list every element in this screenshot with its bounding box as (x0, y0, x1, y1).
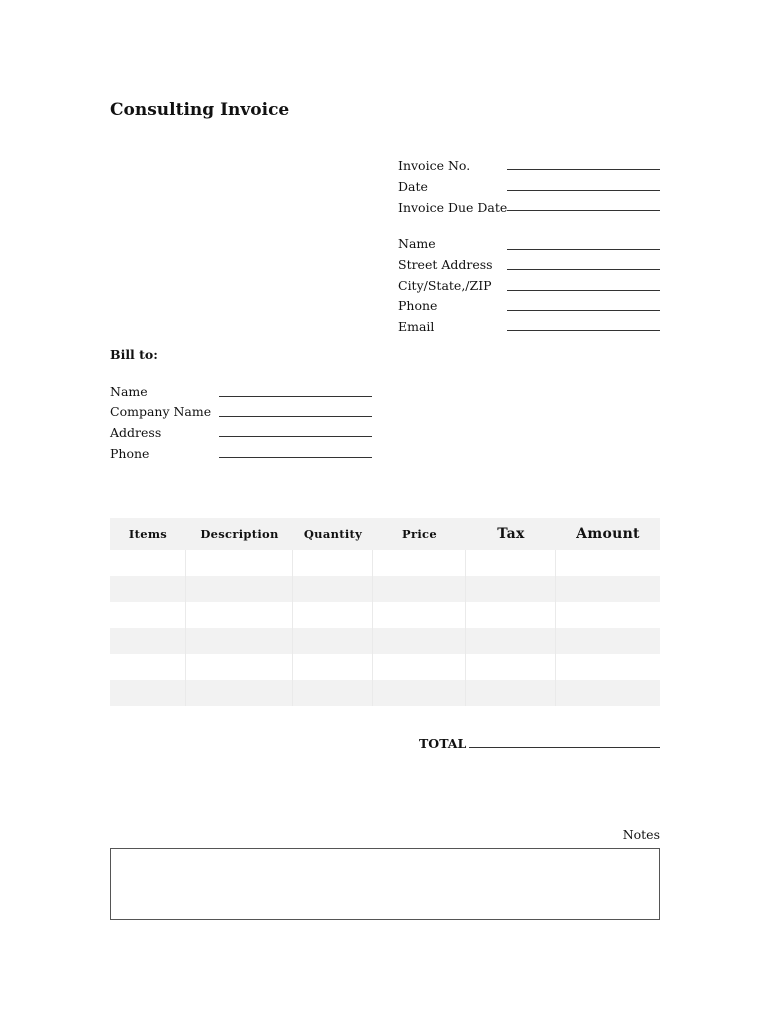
table-row (110, 550, 660, 576)
header-quantity: Quantity (303, 527, 363, 541)
bill-to-name-field[interactable] (219, 396, 372, 397)
bill-to-phone-label: Phone (110, 446, 150, 461)
cell-quantity[interactable] (293, 550, 373, 576)
invoice-due-date-field[interactable] (507, 210, 660, 211)
invoice-no-field[interactable] (507, 169, 660, 170)
email-field[interactable] (507, 330, 660, 331)
cell-amount[interactable] (556, 628, 660, 654)
cell-tax[interactable] (466, 602, 556, 628)
cell-price[interactable] (373, 602, 466, 628)
cell-items[interactable] (110, 576, 186, 602)
bill-to-heading: Bill to: (110, 347, 158, 362)
table-row (110, 654, 660, 680)
items-table (110, 518, 660, 706)
cell-quantity[interactable] (293, 628, 373, 654)
cell-items[interactable] (110, 602, 186, 628)
company-name-label: Company Name (110, 404, 212, 419)
cell-price[interactable] (373, 550, 466, 576)
cell-quantity[interactable] (293, 602, 373, 628)
header-amount: Amount (576, 526, 640, 542)
cell-tax[interactable] (466, 628, 556, 654)
address-field[interactable] (219, 436, 372, 437)
cell-amount[interactable] (556, 680, 660, 706)
cell-tax[interactable] (466, 654, 556, 680)
cell-amount[interactable] (556, 654, 660, 680)
invoice-due-date-label: Invoice Due Date (398, 200, 508, 215)
cell-tax[interactable] (466, 550, 556, 576)
cell-quantity[interactable] (293, 576, 373, 602)
table-row (110, 628, 660, 654)
cell-description[interactable] (186, 628, 293, 654)
cell-quantity[interactable] (293, 680, 373, 706)
invoice-title: Consulting Invoice (110, 100, 290, 120)
date-label: Date (398, 179, 428, 194)
cell-description[interactable] (186, 680, 293, 706)
street-address-field[interactable] (507, 269, 660, 270)
address-label: Address (110, 425, 162, 440)
from-name-field[interactable] (507, 249, 660, 250)
date-field[interactable] (507, 190, 660, 191)
from-phone-field[interactable] (507, 310, 660, 311)
table-row (110, 680, 660, 706)
table-row (110, 576, 660, 602)
table-row (110, 602, 660, 628)
notes-label: Notes (622, 827, 660, 842)
cell-amount[interactable] (556, 550, 660, 576)
notes-box[interactable] (110, 848, 660, 920)
header-tax: Tax (497, 526, 525, 542)
cell-tax[interactable] (466, 680, 556, 706)
cell-price[interactable] (373, 628, 466, 654)
bill-to-phone-field[interactable] (219, 457, 372, 458)
cell-amount[interactable] (556, 602, 660, 628)
header-items: Items (128, 527, 168, 541)
cell-price[interactable] (373, 680, 466, 706)
email-label: Email (398, 319, 435, 334)
invoice-no-label: Invoice No. (398, 158, 471, 173)
company-name-field[interactable] (219, 416, 372, 417)
cell-description[interactable] (186, 654, 293, 680)
from-phone-label: Phone (398, 298, 438, 313)
city-state-zip-label: City/State,/ZIP (398, 278, 492, 293)
cell-description[interactable] (186, 602, 293, 628)
cell-description[interactable] (186, 576, 293, 602)
cell-items[interactable] (110, 628, 186, 654)
cell-items[interactable] (110, 654, 186, 680)
total-label: TOTAL (419, 736, 467, 751)
cell-price[interactable] (373, 654, 466, 680)
total-field[interactable] (469, 747, 660, 748)
cell-items[interactable] (110, 680, 186, 706)
street-address-label: Street Address (398, 257, 493, 272)
header-price: Price (402, 527, 437, 541)
cell-amount[interactable] (556, 576, 660, 602)
city-state-zip-field[interactable] (507, 290, 660, 291)
cell-tax[interactable] (466, 576, 556, 602)
cell-items[interactable] (110, 550, 186, 576)
cell-description[interactable] (186, 550, 293, 576)
table-header (110, 518, 660, 550)
cell-price[interactable] (373, 576, 466, 602)
cell-quantity[interactable] (293, 654, 373, 680)
header-description: Description (200, 527, 279, 541)
bill-to-name-label: Name (110, 384, 148, 399)
from-name-label: Name (398, 236, 436, 251)
